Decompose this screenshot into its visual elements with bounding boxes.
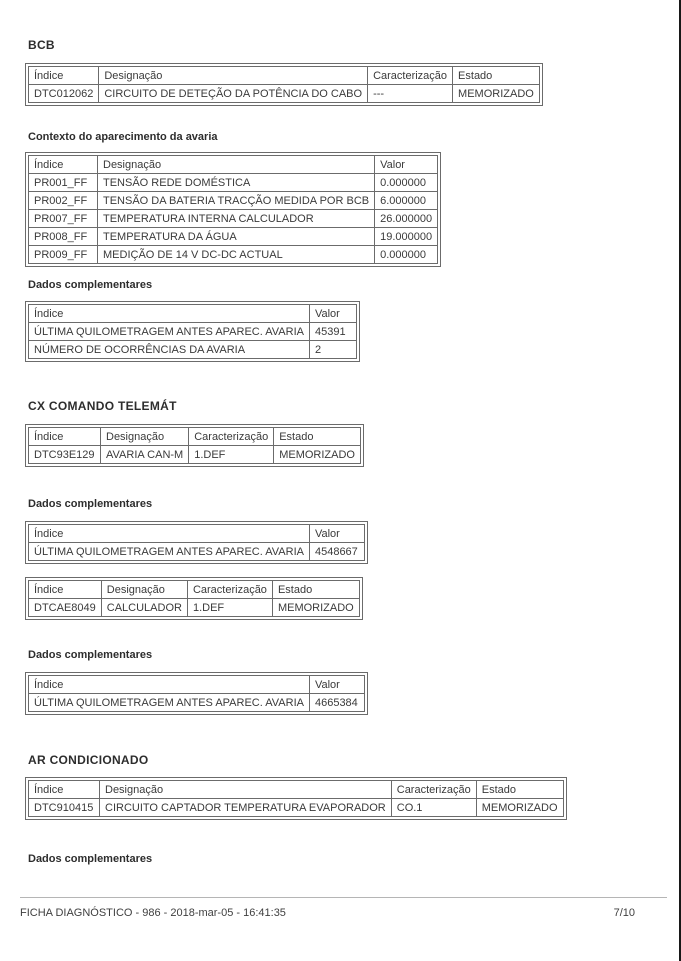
table-row: [29, 246, 438, 264]
table-row: [29, 323, 357, 341]
column-header: Valor: [309, 676, 364, 694]
table-row: [29, 210, 438, 228]
context-table: [25, 152, 441, 267]
table-cell: MEMORIZADO: [274, 446, 361, 464]
table-cell: 2: [309, 341, 356, 359]
dados-title-2: Dados complementares: [28, 498, 153, 510]
table-cell: CIRCUITO DE DETEÇÃO DA POTÊNCIA DO CABO: [99, 85, 368, 103]
table-cell: CO.1: [391, 799, 476, 817]
column-header: Caracterização: [391, 781, 476, 799]
table-row: [29, 543, 365, 561]
table-cell: DTC93E129: [29, 446, 101, 464]
table-cell: TEMPERATURA INTERNA CALCULADOR: [98, 210, 375, 228]
column-header: Índice: [29, 525, 310, 543]
dados-title-1: Dados complementares: [28, 279, 153, 291]
table-cell: 0.000000: [375, 246, 438, 264]
table-header-row: [29, 525, 365, 543]
table-cell: TENSÃO DA BATERIA TRACÇÃO MEDIDA POR BCB: [98, 192, 375, 210]
dtc-table-cx-2: [25, 577, 363, 620]
column-header: Índice: [29, 676, 310, 694]
table-cell: ÚLTIMA QUILOMETRAGEM ANTES APAREC. AVARIA: [29, 694, 310, 712]
footer: [20, 897, 667, 919]
table-cell: MEMORIZADO: [272, 599, 359, 617]
table-row: [29, 174, 438, 192]
complementary-data-table-1: [25, 301, 360, 362]
table-cell: MEDIÇÃO DE 14 V DC-DC ACTUAL: [98, 246, 375, 264]
table-cell: 4548667: [309, 543, 364, 561]
column-header: Índice: [29, 781, 100, 799]
table-row: [29, 799, 564, 817]
column-header: Estado: [453, 67, 540, 85]
table-header-row: [29, 305, 357, 323]
table-cell: 26.000000: [375, 210, 438, 228]
table-cell: CIRCUITO CAPTADOR TEMPERATURA EVAPORADOR: [100, 799, 392, 817]
table-cell: PR008_FF: [29, 228, 98, 246]
table-cell: ÚLTIMA QUILOMETRAGEM ANTES APAREC. AVARIA: [29, 323, 310, 341]
table-header-row: [29, 581, 360, 599]
table-header-row: [29, 428, 361, 446]
column-header: Valor: [375, 156, 438, 174]
table-row: [29, 341, 357, 359]
table-cell: MEMORIZADO: [453, 85, 540, 103]
column-header: Estado: [476, 781, 563, 799]
column-header: Designação: [99, 67, 368, 85]
column-header: Valor: [309, 305, 356, 323]
table-cell: NÚMERO DE OCORRÊNCIAS DA AVARIA: [29, 341, 310, 359]
table-cell: 0.000000: [375, 174, 438, 192]
column-header: Índice: [29, 305, 310, 323]
dtc-table-bcb: [25, 63, 543, 106]
column-header: Valor: [309, 525, 364, 543]
column-header: Índice: [29, 428, 101, 446]
complementary-data-table-3: [25, 672, 368, 715]
table-cell: TEMPERATURA DA ÁGUA: [98, 228, 375, 246]
table-header-row: [29, 156, 438, 174]
dados-title-4: Dados complementares: [28, 853, 153, 865]
table-cell: DTC910415: [29, 799, 100, 817]
table-cell: 45391: [309, 323, 356, 341]
table-cell: PR007_FF: [29, 210, 98, 228]
table-cell: 6.000000: [375, 192, 438, 210]
table-cell: DTC012062: [29, 85, 99, 103]
table-cell: 19.000000: [375, 228, 438, 246]
table-cell: ---: [368, 85, 453, 103]
dtc-table-ar: [25, 777, 567, 820]
table-cell: PR002_FF: [29, 192, 98, 210]
contexto-title: Contexto do aparecimento da avaria: [28, 131, 218, 143]
column-header: Designação: [98, 156, 375, 174]
table-cell: 1.DEF: [187, 599, 272, 617]
table-cell: 1.DEF: [189, 446, 274, 464]
table-cell: DTCAE8049: [29, 599, 102, 617]
table-row: [29, 694, 365, 712]
complementary-data-table-2: [25, 521, 368, 564]
table-row: [29, 599, 360, 617]
table-cell: TENSÃO REDE DOMÉSTICA: [98, 174, 375, 192]
column-header: Índice: [29, 156, 98, 174]
column-header: Designação: [100, 781, 392, 799]
footer-report-info: FICHA DIAGNÓSTICO - 986 - 2018-mar-05 - 16:41:35: [20, 907, 286, 919]
column-header: Designação: [101, 581, 187, 599]
table-cell: ÚLTIMA QUILOMETRAGEM ANTES APAREC. AVARIA: [29, 543, 310, 561]
footer-page-number: 7/10: [613, 907, 635, 919]
column-header: Designação: [101, 428, 189, 446]
column-header: Estado: [272, 581, 359, 599]
table-cell: PR009_FF: [29, 246, 98, 264]
column-header: Estado: [274, 428, 361, 446]
dados-title-3: Dados complementares: [28, 649, 153, 661]
column-header: Caracterização: [368, 67, 453, 85]
table-row: [29, 192, 438, 210]
table-header-row: [29, 781, 564, 799]
column-header: Caracterização: [187, 581, 272, 599]
dtc-table-cx: [25, 424, 364, 467]
section-title-cx: CX COMANDO TELEMÁT: [28, 399, 177, 413]
column-header: Índice: [29, 581, 102, 599]
table-cell: 4665384: [309, 694, 364, 712]
section-title-ar: AR CONDICIONADO: [28, 753, 149, 767]
table-header-row: [29, 676, 365, 694]
column-header: Caracterização: [189, 428, 274, 446]
table-row: [29, 85, 540, 103]
table-cell: AVARIA CAN-M: [101, 446, 189, 464]
section-title-bcb: BCB: [28, 38, 55, 52]
table-row: [29, 228, 438, 246]
table-header-row: [29, 67, 540, 85]
table-cell: MEMORIZADO: [476, 799, 563, 817]
table-cell: PR001_FF: [29, 174, 98, 192]
column-header: Índice: [29, 67, 99, 85]
table-cell: CALCULADOR: [101, 599, 187, 617]
table-row: [29, 446, 361, 464]
